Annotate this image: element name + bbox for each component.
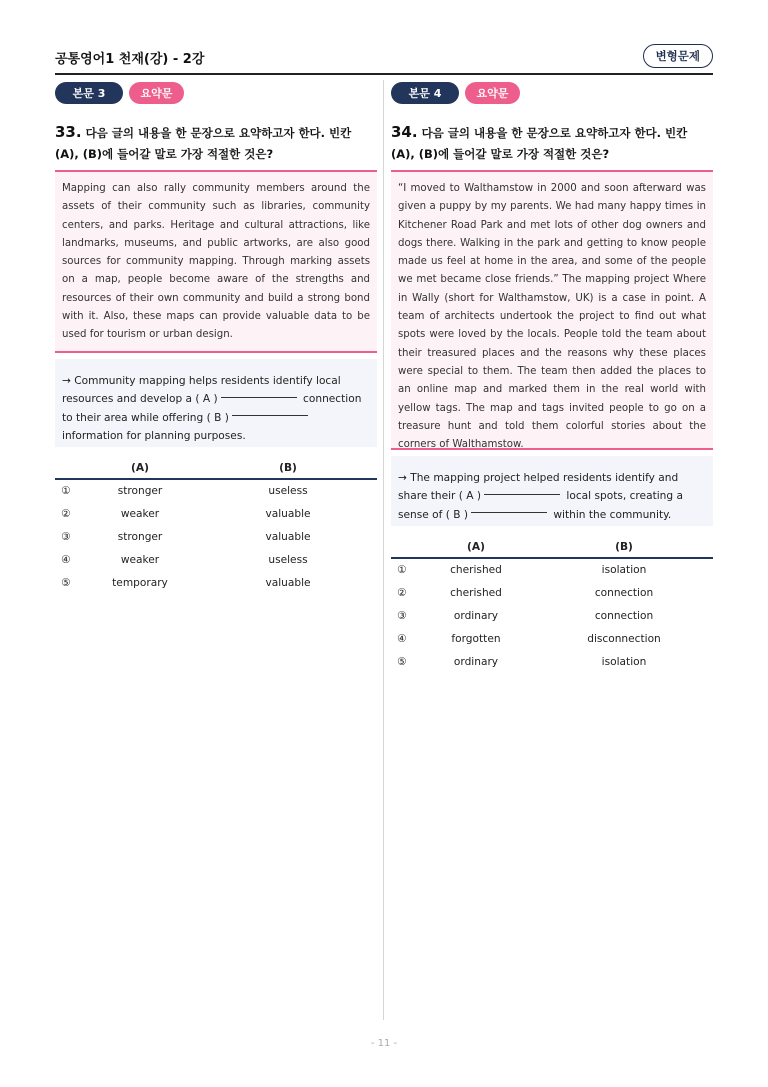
option-b-value: useless xyxy=(268,553,308,566)
option-a-value: cherished xyxy=(450,564,502,576)
summary-part-3: within the community. xyxy=(553,508,672,521)
options-header-num xyxy=(391,536,417,558)
option-row-2[interactable] xyxy=(391,581,713,604)
options-header-row xyxy=(391,536,713,558)
question-33-prompt xyxy=(55,122,377,164)
summary-part-2: local spots, creating a sense of ( B ) xyxy=(398,490,683,521)
type-tag: 요약문 xyxy=(129,82,184,104)
option-number: ③ xyxy=(397,609,407,622)
blank-b xyxy=(471,512,547,513)
question-number: 33. xyxy=(55,123,82,141)
summary-part-1: → Community mapping helps residents identify local resources and develop a ( A ) xyxy=(62,375,341,406)
options-header-a: (A) xyxy=(81,457,199,479)
passage-tag: 본문 3 xyxy=(55,82,123,104)
column-divider xyxy=(383,80,384,1020)
option-a-value: weaker xyxy=(120,553,160,566)
blank-b xyxy=(232,415,308,416)
summary-part-2: connection to their area while offering ( B ) xyxy=(62,393,362,424)
option-row-3[interactable] xyxy=(55,525,377,548)
option-b-value: disconnection xyxy=(587,632,661,645)
options-header-row xyxy=(55,457,377,479)
question-33-column xyxy=(55,82,377,594)
option-a-value: ordinary xyxy=(453,655,499,668)
option-b-value: useless xyxy=(268,485,308,497)
option-row-1[interactable] xyxy=(391,558,713,581)
option-b-value: valuable xyxy=(265,530,311,543)
options-header-b: (B) xyxy=(535,536,713,558)
summary-part-1: → The mapping project helped residents identify and share their ( A ) xyxy=(398,472,679,503)
question-34-column xyxy=(391,82,713,673)
passage-box: Mapping can also rally community members around the assets of their community such as libraries, community centers, and parks. Heritage and cultural attractions, like landmarks, museums, and public artworks, are also good sources for community mapping. Through marking assets on a map, people become aware of the strengths and resources of their own community and build a strong bond with it. Also, these maps can provide valuable data to be used for tourism or urban design. xyxy=(55,172,377,351)
question-34-tags xyxy=(391,82,713,104)
option-b-value: connection xyxy=(594,586,654,599)
blank-a xyxy=(221,397,297,398)
option-row-5[interactable] xyxy=(391,650,713,673)
option-a-value: stronger xyxy=(117,485,163,497)
question-text: 다음 글의 내용을 한 문장으로 요약하고자 한다. 빈칸 (A), (B)에 들어갈 말로 가장 적절한 것은? xyxy=(391,126,688,161)
options-header-b: (B) xyxy=(199,457,377,479)
option-a-value: forgotten xyxy=(451,632,501,645)
option-number: ⑤ xyxy=(397,655,407,668)
option-a-value: temporary xyxy=(112,576,168,589)
options-header-a: (A) xyxy=(417,536,535,558)
option-number: ④ xyxy=(397,632,407,645)
question-33-tags xyxy=(55,82,377,104)
summary-box xyxy=(391,456,713,526)
option-row-1[interactable] xyxy=(55,479,377,502)
option-a-value: weaker xyxy=(120,507,160,520)
option-a-value: cherished xyxy=(450,586,502,599)
option-a-value: ordinary xyxy=(453,609,499,622)
type-tag: 요약문 xyxy=(465,82,520,104)
header-rule xyxy=(55,73,713,75)
question-text: 다음 글의 내용을 한 문장으로 요약하고자 한다. 빈칸 (A), (B)에 들어갈 말로 가장 적절한 것은? xyxy=(55,126,352,161)
page-number: - 11 - xyxy=(370,1038,398,1049)
option-b-value: valuable xyxy=(265,576,311,589)
option-b-value: valuable xyxy=(265,507,311,520)
options-table xyxy=(391,536,713,673)
passage-box: “I moved to Walthamstow in 2000 and soon afterward was given a puppy by my parents. We had many happy times in Kitchener Road Park and met lots of other dog owners and dogs there. Walking in the park and getting to know people made us feel at home in the area, and some of the people we met became close friends.” The mapping project Where in Wally (short for Walthamstow, UK) is a case in point. A team of architects undertook the project to find out what spots were loved by the locals. People told the team about their treasured places and the reasons why these places were special to them. The team then added the places to an online map and marked them in the real world with yellow tags. The map and tags invited people to go on a treasure hunt and told them colorful stories about the corners of Walthamstow. xyxy=(391,172,713,448)
option-b-value: isolation xyxy=(601,655,647,668)
option-b-value: isolation xyxy=(601,564,647,576)
option-b-value: connection xyxy=(594,609,654,622)
summary-box xyxy=(55,359,377,447)
option-number: ① xyxy=(61,485,71,497)
options-header-num xyxy=(55,457,81,479)
option-row-2[interactable] xyxy=(55,502,377,525)
option-number: ② xyxy=(61,507,71,520)
option-row-4[interactable] xyxy=(55,548,377,571)
option-number: ③ xyxy=(61,530,71,543)
question-number: 34. xyxy=(391,123,418,141)
option-number: ④ xyxy=(61,553,71,566)
summary-part-3: information for planning purposes. xyxy=(62,429,246,442)
options-table xyxy=(55,457,377,594)
option-a-value: stronger xyxy=(117,530,163,543)
blank-a xyxy=(484,494,560,495)
option-number: ① xyxy=(397,564,407,576)
header-badge: 변형문제 xyxy=(643,44,713,68)
option-number: ⑤ xyxy=(61,576,71,589)
option-row-4[interactable] xyxy=(391,627,713,650)
passage-tag: 본문 4 xyxy=(391,82,459,104)
pink-rule xyxy=(55,351,377,353)
option-row-5[interactable] xyxy=(55,571,377,594)
option-number: ② xyxy=(397,586,407,599)
page-title: 공통영어1 천재(강) - 2강 xyxy=(55,52,205,67)
option-row-3[interactable] xyxy=(391,604,713,627)
question-34-prompt xyxy=(391,122,713,164)
